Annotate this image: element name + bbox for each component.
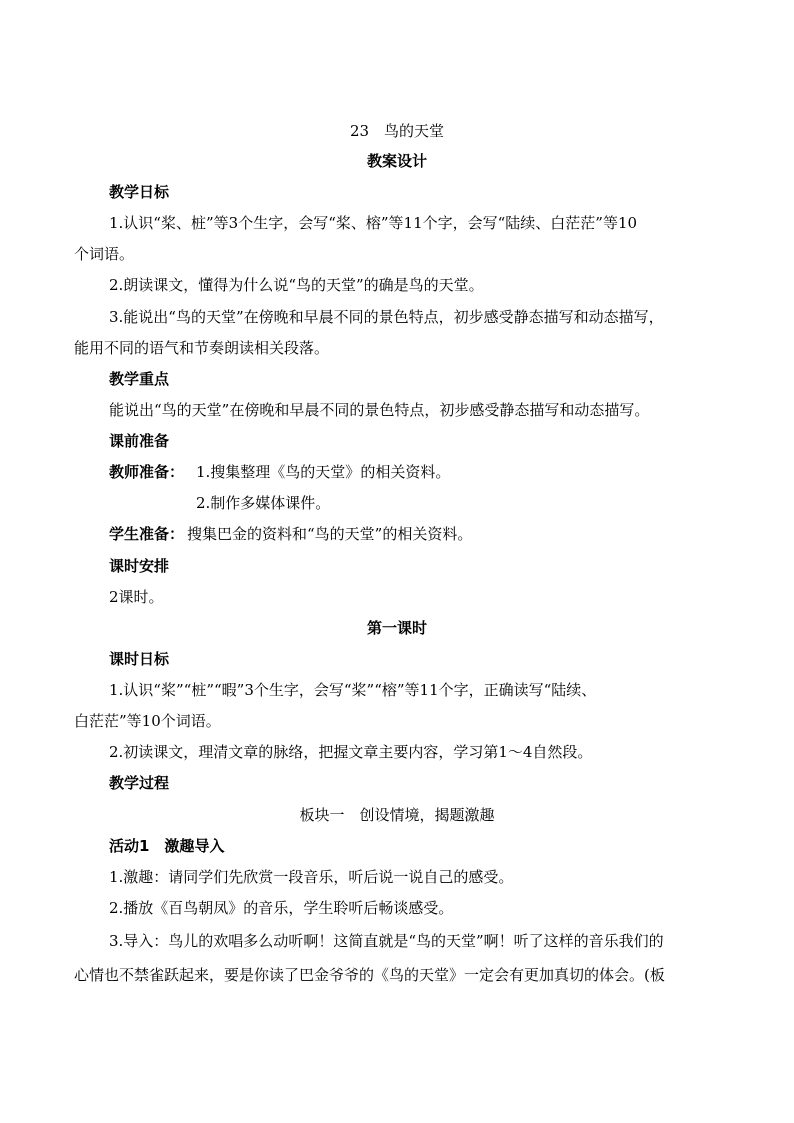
focus-text: 能说出“鸟的天堂”在傍晚和早晨不同的景色特点，初步感受静态描写和动态描写。 <box>109 401 650 419</box>
activity-1-step-3-line-2: 心情也不禁雀跃起来，要是你读了巴金爷爷的《鸟的天堂》一定会有更加真切的体会。(板 <box>74 966 665 984</box>
design-title: 教案设计 <box>366 152 427 170</box>
goal-3-line-2: 能用不同的语气和节奏朗读相关段落。 <box>74 339 330 357</box>
lesson-goals-heading: 课时日标 <box>109 650 170 668</box>
process-heading: 教学过程 <box>109 774 170 792</box>
activity-1-heading: 活动1 激趣导入 <box>109 837 225 855</box>
focus-heading: 教学重点 <box>109 370 170 388</box>
activity-1-step-1: 1.激趣：请同学们先欣赏一段音乐，听后说一说自己的感受。 <box>109 868 514 886</box>
schedule-heading: 课时安排 <box>109 557 170 575</box>
activity-1-step-2: 2.播放《百鸟朝凤》的音乐，学生聆听后畅谈感受。 <box>109 899 454 917</box>
first-lesson-title: 第一课时 <box>366 619 427 637</box>
goal-2: 2.朗读课文，懂得为什么说“鸟的天堂”的确是鸟的天堂。 <box>109 276 484 294</box>
teacher-prep-item-2: 2.制作多媒体课件。 <box>196 494 331 512</box>
lesson-goal-1-line-2: 白茫茫”等10个词语。 <box>74 712 221 730</box>
goal-3-line-1: 3.能说出“鸟的天堂”在傍晚和早晨不同的景色特点，初步感受静态描写和动态描写， <box>109 308 664 326</box>
student-prep-label: 学生准备： <box>109 525 185 543</box>
teacher-prep-label: 教师准备： <box>109 463 185 481</box>
activity-1-step-3-line-1: 3.导入：鸟儿的欢唱多么动听啊！这简直就是“鸟的天堂”啊！听了这样的音乐我们的 <box>109 932 664 950</box>
block-1-title: 板块一 创设情境，揭题激趣 <box>299 806 495 824</box>
prep-heading: 课前准备 <box>109 432 170 450</box>
student-prep-text: 搜集巴金的资料和“鸟的天堂”的相关资料。 <box>187 525 473 543</box>
lesson-goal-2: 2.初读课文，理清文章的脉络，把握文章主要内容，学习第1～4自然段。 <box>109 743 593 761</box>
schedule-text: 2课时。 <box>109 588 164 606</box>
goals-heading: 教学日标 <box>109 183 170 201</box>
teacher-prep-item-1: 1.搜集整理《鸟的天堂》的相关资料。 <box>196 463 451 481</box>
lesson-title: 23 鸟的天堂 <box>349 122 445 140</box>
goal-1-line-2: 个词语。 <box>74 245 135 263</box>
goal-1-line-1: 1.认识“桨、桩”等3个生字，会写“桨、榕”等11个字，会写“陆续、白茫茫”等10 <box>109 214 638 232</box>
lesson-goal-1-line-1: 1.认识“桨”“桩”“暇”3个生字，会写“桨”“榕”等11个字，正确读写“陆续、 <box>109 681 597 699</box>
